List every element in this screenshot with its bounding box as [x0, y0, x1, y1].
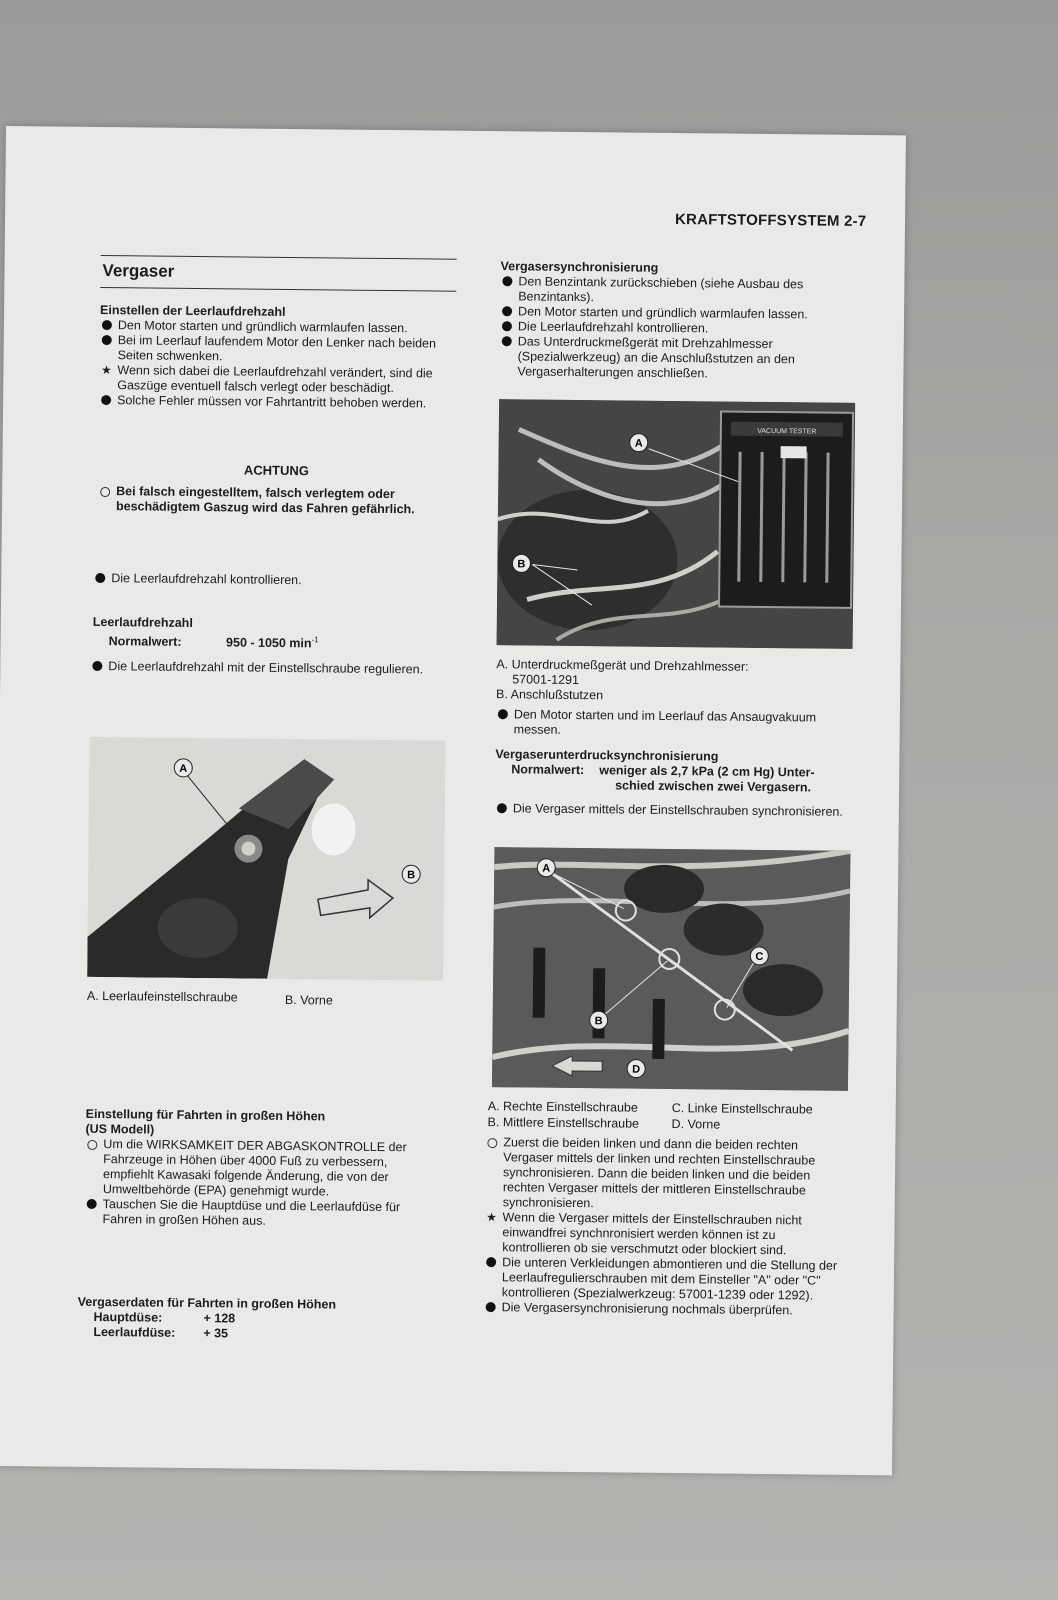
list-item: Die unteren Verkleidungen abmontieren und die Stellung der Leerlaufregulierschrauben mit dem Einsteller "A" oder "C" kontrollieren (Spezialwerkzeug: 57001-1239 oder 1292). — [484, 1255, 840, 1304]
final-steps — [484, 1135, 842, 1319]
callout-b: B — [407, 869, 416, 882]
spec-value: 950 - 1050 min — [226, 635, 312, 651]
bullet-icon — [500, 334, 514, 350]
callout-a: A — [179, 762, 188, 775]
list-item: ★ Wenn die Vergaser mittels der Einstellschrauben nicht einwandfrei synchnronisiert werden können ist zu kontrollieren ob sie verschmutzt oder blockiert sind. — [486, 1210, 802, 1258]
photo3-caption-c: C. Linke Einstellschraube — [671, 1101, 813, 1117]
check-idle: Die Leerlaufdrehzahl kontrollieren. — [93, 571, 449, 590]
spec-label: Normalwert: — [108, 634, 182, 650]
list-item: Die Leerlaufdrehzahl kontrollieren. — [500, 319, 856, 338]
photo-idle-screw — [87, 737, 445, 981]
callout-d: D — [632, 1063, 641, 1076]
photo1-caption-b: B. Vorne — [284, 992, 333, 1008]
bullet-icon — [500, 274, 514, 290]
sync-heading: Vergasersynchronisierung — [500, 259, 659, 275]
vacuum-spec — [495, 747, 855, 796]
bullet-icon — [99, 393, 113, 409]
warning-title: ACHTUNG — [243, 462, 309, 479]
callout-b: B — [517, 558, 526, 571]
warning-text: Bei falsch eingestelltem, falsch verlegtem oder beschädigtem Gaszug wird das Fahren gefährlich. — [98, 484, 454, 518]
bullet-icon — [496, 707, 510, 723]
photo1-caption-a: A. Leerlaufeinstellschraube — [86, 988, 238, 1005]
carb-data-row: Leerlaufdüse: + 35 — [93, 1324, 229, 1341]
photo2-caption-b: B. Anschlußstutzen — [496, 687, 604, 703]
spec-value-exponent: -1 — [311, 635, 319, 645]
photo-vacuum-tester — [497, 399, 856, 649]
photo3-caption-d: D. Vorne — [671, 1117, 721, 1132]
bullet-icon — [90, 659, 104, 675]
vacuum-spec-label: Normalwert: — [511, 762, 585, 778]
vacuum-spec-value-2: schied zwischen zwei Vergasern. — [615, 778, 812, 795]
list-item: ★ Wenn sich dabei die Leerlaufdrehzahl verändert, sind die Gaszüge eventuell falsch verlegt oder beschädigt. — [100, 363, 433, 396]
idle-spec — [93, 615, 453, 653]
list-item: Die Vergasersynchronisierung nochmals überprüfen. — [484, 1300, 840, 1319]
tester-label: VACUUM TESTER — [757, 427, 817, 436]
photo-adjust-screws — [492, 847, 850, 1091]
carb-data-block — [77, 1295, 437, 1344]
bullet-icon — [495, 801, 509, 817]
warning-box — [98, 461, 455, 518]
list-item: Zuerst die beiden linken und dann die beiden rechten Vergaser mittels der linken und rechten Einstellschraube synchronisieren. Dann die beiden linken und die beiden rechten Vergaser mittels der mittleren Einstellschraube synchronisieren. — [485, 1135, 842, 1214]
bullet-icon — [484, 1300, 498, 1316]
list-item: Um die WIRKSAMKEIT DER ABGASKONTROLLE der Fahrzeuge in Höhen über 4000 Fuß zu verbessern, empfiehlt Kawasaki folgende Änderung, die von der Umweltbehörde (EPA) genehmigt wurde. — [85, 1137, 442, 1201]
circle-marker-icon — [98, 484, 112, 501]
star-icon: ★ — [100, 363, 112, 378]
page-header: KRAFTSTOFFSYSTEM 2-7 — [674, 211, 867, 231]
section-rule-top — [101, 255, 457, 260]
carb-data-heading: Vergaserdaten für Fahrten in großen Höhen — [77, 1294, 337, 1312]
vacuum-spec-value-1: weniger als 2,7 kPa (2 cm Hg) Unter- — [599, 763, 815, 780]
measure-vacuum: Den Motor starten und im Leerlauf das Ansaugvakuum messen. — [496, 707, 852, 741]
altitude-heading: Einstellung für Fahrten in großen Höhen — [85, 1106, 326, 1124]
callout-b: B — [594, 1015, 603, 1028]
sync-block — [499, 259, 856, 383]
bullet-icon — [100, 318, 114, 334]
callout-c: C — [755, 950, 764, 963]
callout-a: A — [634, 437, 643, 450]
idle-adjust-block — [99, 303, 456, 412]
bullet-icon — [85, 1197, 99, 1213]
manual-page — [0, 126, 906, 1475]
bullet-icon — [484, 1255, 498, 1271]
photo2-caption-a: A. Unterdruckmeßgerät und Drehzahlmesser: — [496, 657, 749, 674]
carb-data-row: Hauptdüse: + 128 — [93, 1309, 236, 1326]
circle-marker-icon — [85, 1137, 99, 1154]
list-item: Den Motor starten und gründlich warmlaufen lassen. — [100, 318, 456, 337]
list-item: Den Motor starten und gründlich warmlaufen lassen. — [500, 304, 856, 323]
list-item: Das Unterdruckmeßgerät mit Drehzahlmesser (Spezialwerkzeug) an die Anschlußstutzen an den Vergaserhalterungen anschließen. — [499, 334, 855, 383]
bullet-icon — [500, 304, 514, 320]
spec-title: Leerlaufdrehzahl — [92, 614, 193, 630]
photo3-caption-a: A. Rechte Einstellschraube — [487, 1099, 638, 1115]
sync-adjust: Die Vergaser mittels der Einstellschrauben synchronisieren. — [495, 801, 851, 820]
photo3-caption-b: B. Mittlere Einstellschraube — [487, 1115, 640, 1131]
list-item: Den Benzintank zurückschieben (siehe Ausbau des Benzintanks). — [500, 274, 856, 308]
altitude-block — [84, 1107, 441, 1231]
list-item: Bei im Leerlauf laufendem Motor den Lenker nach beiden Seiten schwenken. — [100, 333, 456, 367]
bullet-icon — [500, 319, 514, 335]
idle-heading: Einstellen der Leerlaufdrehzahl — [100, 302, 286, 319]
bullet-icon — [100, 333, 114, 349]
bullet-icon — [93, 571, 107, 587]
callout-a: A — [542, 862, 551, 875]
section-rule-bottom — [100, 287, 456, 292]
photo2-caption-a2: 57001-1291 — [512, 672, 580, 688]
list-item: Tauschen Sie die Hauptdüse und die Leerlaufdüse für Fahren in großen Höhen aus. — [84, 1197, 440, 1231]
star-icon: ★ — [486, 1210, 498, 1225]
altitude-subheading: (US Modell) — [85, 1121, 155, 1137]
circle-marker-icon — [485, 1135, 499, 1152]
section-title: Vergaser — [102, 261, 175, 281]
vacuum-heading: Vergaserunterdrucksynchronisierung — [495, 747, 719, 764]
adjust-idle: Die Leerlaufdrehzahl mit der Einstellschraube regulieren. — [90, 659, 446, 678]
list-item: Solche Fehler müssen vor Fahrtantritt behoben werden. — [99, 393, 455, 412]
